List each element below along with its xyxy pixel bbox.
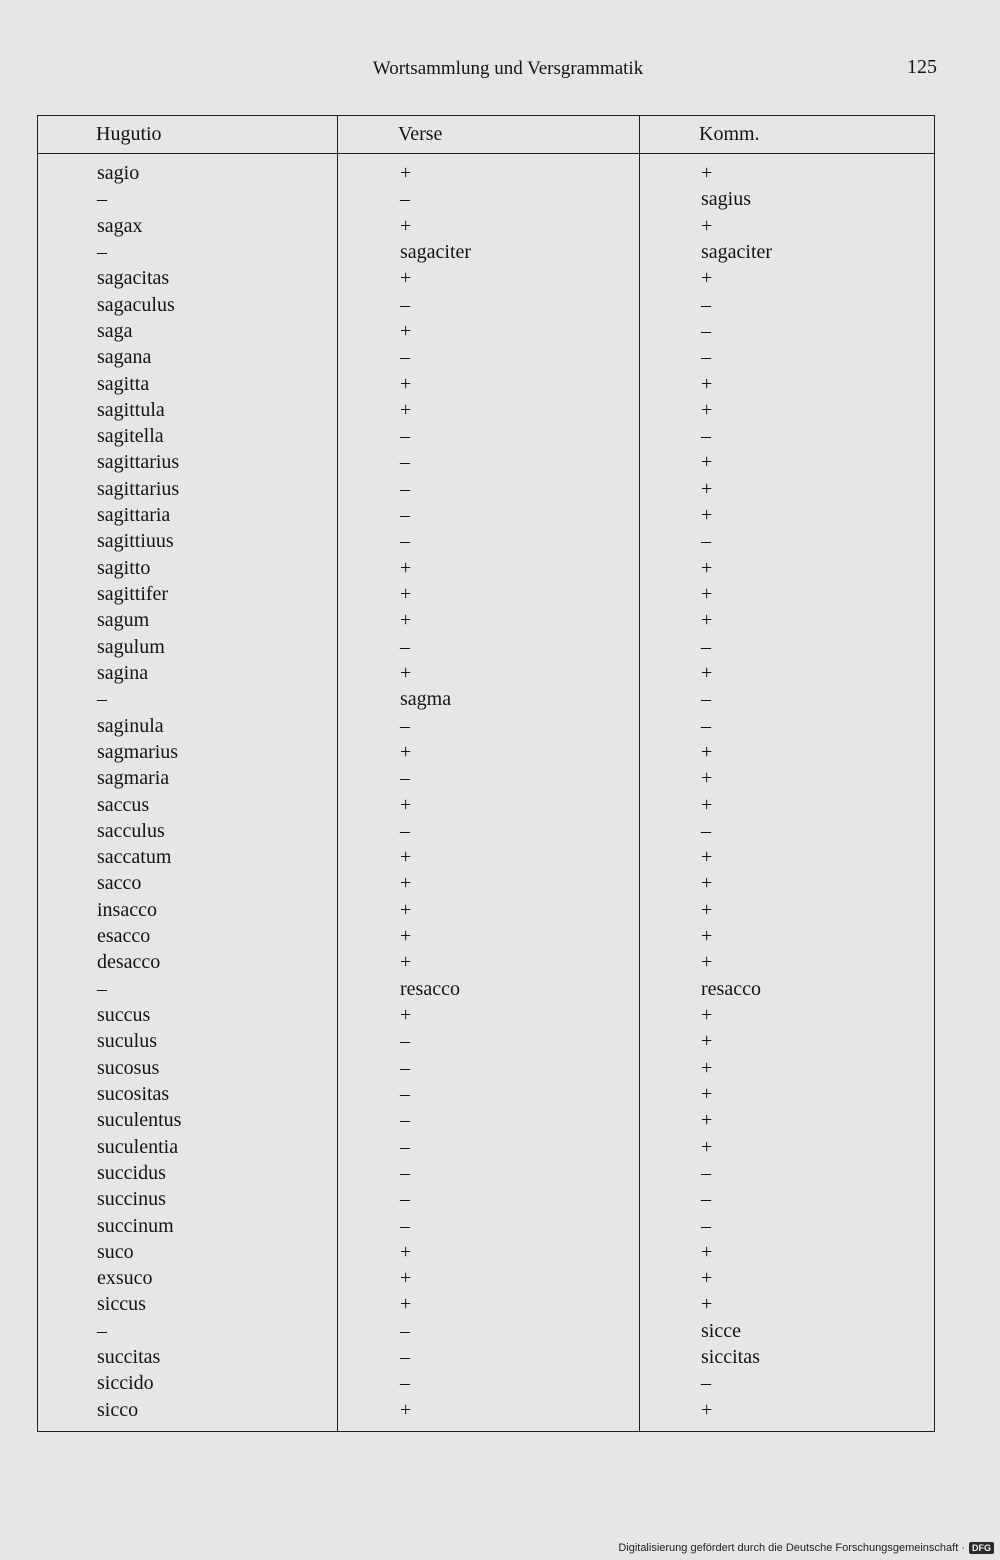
cell-komm: + (701, 583, 713, 605)
table-row (38, 1370, 934, 1396)
table-row (38, 555, 934, 581)
cell-verse: – (400, 1188, 410, 1211)
credit-text: Digitalisierung gefördert durch die Deutsche Forschungsgemeinschaft · (618, 1542, 965, 1554)
cell-hugutio: sagittula (97, 398, 165, 421)
cell-verse: – (400, 188, 410, 211)
cell-komm: + (701, 767, 713, 790)
cell-hugutio: – (97, 977, 107, 1000)
cell-verse: + (400, 1240, 412, 1263)
table-row (38, 660, 934, 686)
cell-komm: + (701, 951, 713, 974)
table-row (38, 1107, 934, 1133)
cell-hugutio: – (97, 240, 107, 263)
table-row (38, 1160, 934, 1186)
cell-hugutio: saccus (97, 793, 150, 816)
table-row (38, 686, 934, 712)
cell-komm: – (701, 1161, 711, 1184)
cell-verse: + (400, 925, 412, 948)
cell-verse: + (400, 214, 412, 237)
table-row (38, 318, 934, 344)
table-row (38, 1213, 934, 1239)
cell-komm: + (701, 451, 713, 474)
cell-verse: + (400, 1004, 412, 1026)
cell-komm: + (701, 872, 713, 895)
cell-verse: – (400, 819, 410, 842)
cell-hugutio: sagax (97, 214, 143, 237)
table-row (38, 528, 934, 554)
cell-verse: + (400, 872, 412, 895)
cell-verse: + (400, 372, 412, 395)
cell-hugutio: sagittarius (97, 451, 180, 474)
table-row (38, 1265, 934, 1291)
cell-komm: + (701, 898, 713, 921)
cell-komm: + (701, 1240, 713, 1263)
cell-verse: – (400, 1030, 410, 1053)
cell-verse: + (400, 661, 412, 684)
table-row (38, 844, 934, 870)
cell-hugutio: succitas (97, 1346, 161, 1369)
cell-komm: + (701, 1082, 713, 1105)
cell-hugutio: sagitto (97, 556, 151, 579)
cell-komm: + (701, 556, 713, 579)
cell-hugutio: sacco (97, 872, 142, 895)
cell-komm: – (701, 346, 711, 369)
word-table (37, 115, 935, 1432)
table-row (38, 239, 934, 265)
cell-verse: – (400, 504, 410, 527)
cell-verse: – (400, 1319, 410, 1342)
cell-komm: sagius (701, 188, 751, 211)
table-row (38, 607, 934, 633)
cell-komm: + (701, 1030, 713, 1053)
cell-komm: + (701, 1109, 713, 1132)
cell-verse: – (400, 346, 410, 369)
cell-verse: + (400, 609, 412, 632)
table-row (38, 1186, 934, 1212)
cell-hugutio: sagitella (97, 425, 164, 448)
cell-komm: + (701, 1004, 713, 1026)
cell-verse: + (400, 583, 412, 605)
cell-verse: – (400, 1372, 410, 1395)
cell-hugutio: sicco (97, 1398, 139, 1421)
cell-komm: + (701, 1135, 713, 1158)
cell-verse: – (400, 293, 410, 316)
cell-komm: siccitas (701, 1346, 760, 1369)
cell-komm: + (701, 267, 713, 290)
table-row (38, 818, 934, 844)
table-row (38, 1081, 934, 1107)
table-row (38, 160, 934, 186)
cell-hugutio: sagittiuus (97, 530, 174, 553)
column-header-verse: Verse (398, 123, 443, 145)
table-row (38, 923, 934, 949)
cell-komm: + (701, 372, 713, 395)
table-row (38, 397, 934, 423)
table-row (38, 423, 934, 449)
cell-verse: + (400, 267, 412, 290)
table-row (38, 1318, 934, 1344)
cell-hugutio: sagulum (97, 635, 165, 658)
cell-komm: – (701, 819, 711, 842)
cell-hugutio: sagittifer (97, 583, 169, 605)
cell-hugutio: sucosus (97, 1056, 160, 1079)
cell-hugutio: sagmarius (97, 740, 179, 763)
cell-hugutio: sagio (97, 162, 140, 184)
cell-komm: + (701, 609, 713, 632)
table-row (38, 870, 934, 896)
cell-verse: – (400, 1056, 410, 1079)
table-header-row (38, 116, 934, 154)
table-row (38, 897, 934, 923)
cell-verse: + (400, 1267, 412, 1290)
cell-komm: + (701, 1398, 713, 1421)
column-header-hugutio: Hugutio (96, 123, 162, 145)
cell-komm: + (701, 793, 713, 816)
table-row (38, 739, 934, 765)
cell-komm: + (701, 1293, 713, 1316)
cell-hugutio: suculus (97, 1030, 157, 1053)
cell-verse: – (400, 1214, 410, 1237)
cell-komm: + (701, 661, 713, 684)
table-row (38, 186, 934, 212)
table-row (38, 1055, 934, 1081)
cell-verse: – (400, 1135, 410, 1158)
table-row (38, 581, 934, 607)
cell-komm: + (701, 162, 713, 184)
cell-verse: + (400, 898, 412, 921)
table-row (38, 371, 934, 397)
cell-hugutio: sacculus (97, 819, 165, 842)
cell-komm: + (701, 214, 713, 237)
page-header (0, 56, 1000, 86)
table-row (38, 1002, 934, 1028)
cell-hugutio: sagmaria (97, 767, 170, 790)
cell-komm: sagaciter (701, 240, 773, 263)
table-row (38, 292, 934, 318)
cell-komm: + (701, 398, 713, 421)
cell-komm: – (701, 1214, 711, 1237)
table-row (38, 344, 934, 370)
cell-hugutio: siccus (97, 1293, 146, 1316)
cell-hugutio: saga (97, 319, 133, 342)
cell-verse: – (400, 1346, 410, 1369)
cell-verse: – (400, 530, 410, 553)
cell-verse: – (400, 1109, 410, 1132)
cell-komm: – (701, 714, 711, 737)
cell-hugutio: succus (97, 1004, 151, 1026)
table-row (38, 476, 934, 502)
cell-komm: – (701, 293, 711, 316)
cell-verse: – (400, 425, 410, 448)
table-row (38, 1134, 934, 1160)
table-row (38, 765, 934, 791)
cell-hugutio: succidus (97, 1161, 166, 1184)
cell-komm: + (701, 846, 713, 869)
column-header-komm: Komm. (699, 123, 760, 145)
cell-verse: sagma (400, 688, 452, 711)
cell-hugutio: sagitta (97, 372, 150, 395)
cell-komm: + (701, 504, 713, 527)
cell-komm: – (701, 1372, 711, 1395)
page-number: 125 (907, 56, 937, 78)
table-row (38, 1028, 934, 1054)
cell-verse: + (400, 1293, 412, 1316)
cell-hugutio: – (97, 688, 107, 711)
table-row (38, 634, 934, 660)
cell-verse: + (400, 846, 412, 869)
cell-verse: sagaciter (400, 240, 472, 263)
cell-komm: – (701, 635, 711, 658)
dfg-logo: DFG (969, 1542, 994, 1554)
cell-hugutio: sagaculus (97, 293, 175, 316)
table-row (38, 213, 934, 239)
cell-hugutio: sucositas (97, 1082, 170, 1105)
cell-komm: + (701, 1056, 713, 1079)
table-row (38, 976, 934, 1002)
table-row (38, 1397, 934, 1423)
cell-verse: + (400, 556, 412, 579)
cell-verse: – (400, 477, 410, 500)
cell-verse: – (400, 451, 410, 474)
cell-verse: + (400, 162, 412, 184)
cell-verse: + (400, 398, 412, 421)
cell-hugutio: suco (97, 1240, 134, 1263)
cell-komm: + (701, 1267, 713, 1290)
cell-hugutio: – (97, 1319, 107, 1342)
cell-komm: + (701, 477, 713, 500)
cell-hugutio: sagittaria (97, 504, 171, 527)
cell-hugutio: succinum (97, 1214, 174, 1237)
footer-credit (618, 1542, 994, 1554)
cell-komm: resacco (701, 977, 761, 1000)
table-row (38, 792, 934, 818)
cell-komm: – (701, 319, 711, 342)
table-row (38, 713, 934, 739)
table-row (38, 449, 934, 475)
cell-hugutio: sagacitas (97, 267, 170, 290)
cell-verse: resacco (400, 977, 460, 1000)
cell-hugutio: sagum (97, 609, 150, 632)
table-row (38, 949, 934, 975)
table-row (38, 265, 934, 291)
cell-hugutio: insacco (97, 898, 157, 921)
cell-verse: + (400, 793, 412, 816)
cell-hugutio: suculentia (97, 1135, 179, 1158)
cell-hugutio: desacco (97, 951, 161, 974)
cell-hugutio: sagittarius (97, 477, 180, 500)
cell-hugutio: succinus (97, 1188, 166, 1211)
table-row (38, 1291, 934, 1317)
cell-komm: + (701, 925, 713, 948)
cell-komm: – (701, 1188, 711, 1211)
cell-verse: + (400, 951, 412, 974)
cell-hugutio: exsuco (97, 1267, 153, 1290)
cell-verse: – (400, 1082, 410, 1105)
cell-hugutio: – (97, 188, 107, 211)
cell-verse: + (400, 1398, 412, 1421)
cell-hugutio: suculentus (97, 1109, 182, 1132)
cell-hugutio: saginula (97, 714, 164, 737)
cell-verse: – (400, 1161, 410, 1184)
cell-verse: – (400, 714, 410, 737)
cell-komm: – (701, 425, 711, 448)
table-row (38, 502, 934, 528)
cell-hugutio: sagana (97, 346, 152, 369)
cell-verse: + (400, 319, 412, 342)
cell-komm: + (701, 740, 713, 763)
cell-hugutio: saccatum (97, 846, 172, 869)
table-body (38, 160, 934, 1423)
cell-komm: – (701, 530, 711, 553)
cell-verse: – (400, 767, 410, 790)
cell-hugutio: sagina (97, 661, 149, 684)
cell-hugutio: siccido (97, 1372, 154, 1395)
running-title: Wortsammlung und Versgrammatik (372, 58, 644, 79)
table-row (38, 1239, 934, 1265)
table-row (38, 1344, 934, 1370)
cell-verse: + (400, 740, 412, 763)
cell-komm: – (701, 688, 711, 711)
cell-komm: sicce (701, 1319, 741, 1342)
cell-verse: – (400, 635, 410, 658)
cell-hugutio: esacco (97, 925, 151, 948)
